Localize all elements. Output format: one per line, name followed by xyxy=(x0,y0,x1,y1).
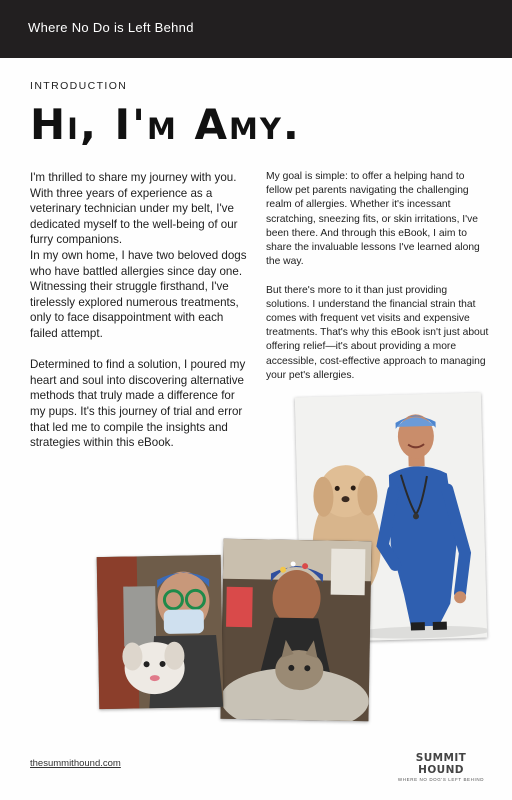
brand-tagline: WHERE NO DOG'S LEFT BEHIND xyxy=(397,777,485,782)
left-paragraph-2: In my own home, I have two beloved dogs who have battled allergies since day one. Witnessing their struggle firsthand, I've tirelessly explored numerous treatments, only to face disappointment with each failed attempt. xyxy=(30,248,247,340)
right-paragraph-1: My goal is simple: to offer a helping hand to fellow pet parents navigating the challenging realm of allergies. Whether it's incessant scratching, sneezing fits, or skin irritations, I've been there. And through this eBook, I aim to share the invaluable lessons I've learned along the way. xyxy=(266,171,480,268)
kitten-selfie-illustration xyxy=(220,539,371,722)
website-link[interactable]: thesummithound.com xyxy=(30,758,121,769)
brand-logo xyxy=(396,752,486,782)
right-text-column xyxy=(266,170,490,397)
photo-amy-with-puppy xyxy=(97,555,224,709)
right-paragraph-2: But there's more to it than just providing solutions. I understand the financial strain that comes with frequent vet visits and expensive treatments. That's why this eBook isn't just about offering relief—it's about providing a more accessible, cost-effective approach to managing your pet's allergies. xyxy=(266,284,489,381)
left-text-column xyxy=(30,170,252,466)
header-title: Where No Do is Left Behnd xyxy=(28,20,194,35)
header-bar xyxy=(0,0,512,58)
puppy-selfie-illustration xyxy=(97,555,224,709)
photo-amy-with-kitten xyxy=(220,539,371,722)
section-eyebrow: INTRODUCTION xyxy=(30,80,128,92)
left-paragraph-3: Determined to find a solution, I poured my heart and soul into discovering alternative methods that truly made a difference for my pups. It's this journey of trial and error that led me to compile the insights and strategies within this eBook. xyxy=(30,358,246,450)
brand-name: SUMMIT HOUND xyxy=(415,752,467,776)
page-headline: Hi, I'm Amy. xyxy=(30,100,301,149)
left-paragraph-1: I'm thrilled to share my journey with you. With three years of experience as a veterinary technician under my belt, I've dedicated myself to the well-being of our furry companions. xyxy=(30,171,238,247)
